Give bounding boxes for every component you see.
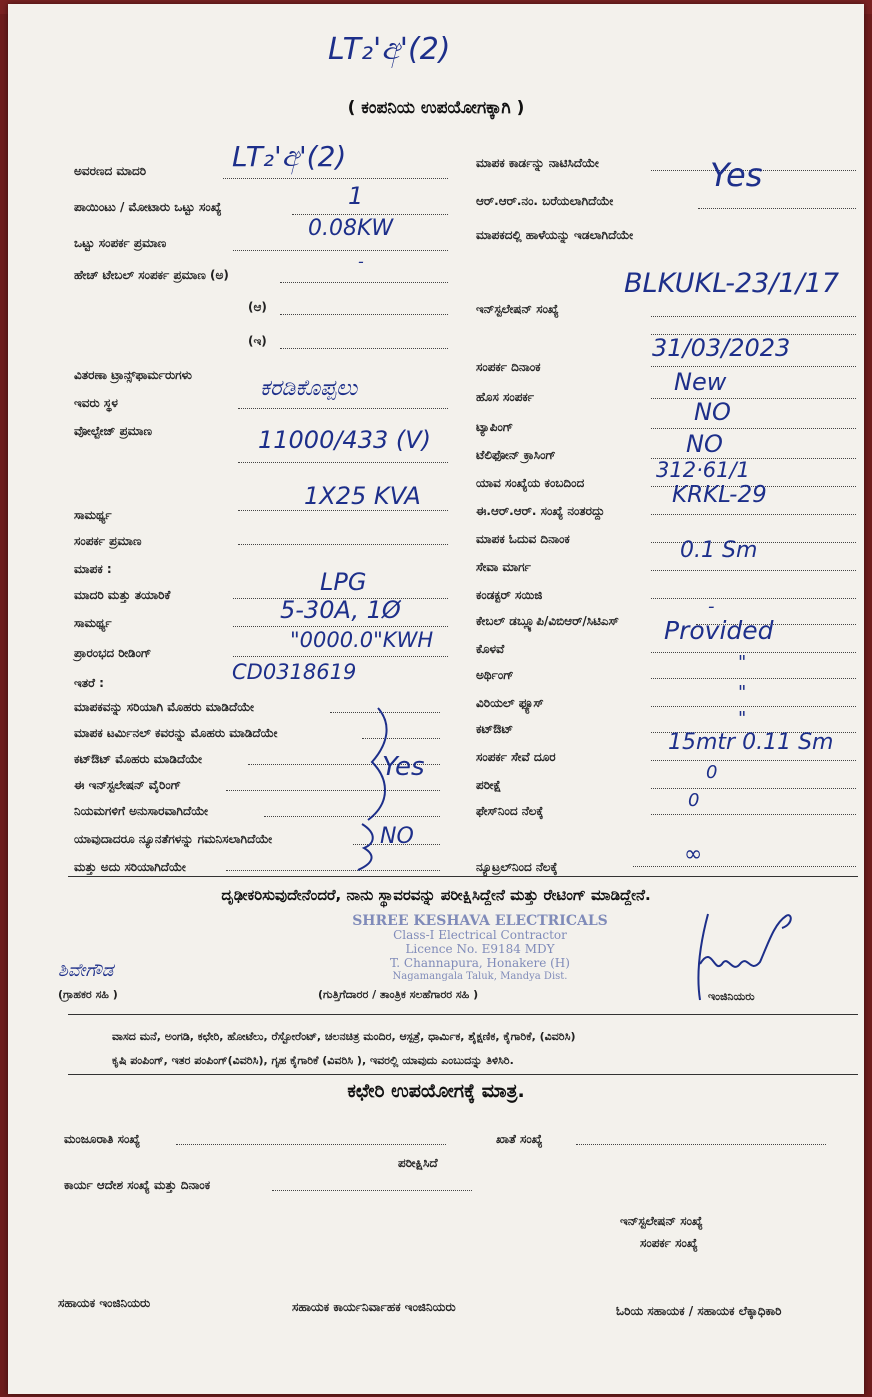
label-meter: ಮಾಪಕ :	[74, 562, 112, 576]
label-checked: ಪರೀಕ್ಷಿಸಿದೆ	[398, 1156, 438, 1170]
label-sanction-no: ಮಂಜೂರಾತಿ ಸಂಖ್ಯೆ	[64, 1132, 141, 1146]
line-tapping	[651, 428, 856, 429]
label-asst-exec-engineer: ಸಹಾಯಕ ಕಾರ್ಯನಿರ್ವಾಹಕ ಇಂಜಿನಿಯರು	[292, 1300, 456, 1314]
label-make: ಮಾದರಿ ಮತ್ತು ತಯಾರಿಕೆ	[74, 588, 171, 602]
purpose-line-2: ಕೃಷಿ ಪಂಪಿಂಗ್, ಇತರ ಪಂಪಿಂಗ್(ವಿವರಿಸಿ), ಗೃಹ ಕೈಗಾರಿಕೆ (ವಿವರಿಸಿ ), ಇವರಲ್ಲಿ ಯಾವುದು ಎಂಬುದನ್ನು ತಿಳಿಸಿರಿ.	[112, 1054, 514, 1067]
label-meter-sheet: ಮಾಪಕದಲ್ಲಿ ಹಾಳೆಯನ್ನು ಇಡಲಾಗಿದೆಯೇ	[476, 228, 634, 242]
value-conduit: Provided	[664, 616, 774, 645]
label-transformer: ವಿತರಣಾ ಟ್ರಾನ್ಸ್‌ಫಾರ್ಮರುಗಳು	[74, 368, 192, 382]
value-installation-no: BLKUKL-23/1/17	[624, 268, 840, 299]
stamp-line-3: T. Channapura, Honakere (H)	[390, 956, 570, 970]
checklist-brace-no	[352, 822, 382, 872]
label-hp-load-a: ಹೇಚ್ ಟೇಬಲ್ ಸಂಪರ್ಕ ಪ್ರಮಾಣ (ಅ)	[74, 268, 229, 282]
checklist-item-4: ಈ ಇನ್‌ಸ್ಟಲೇಷನ್ ವೈರಿಂಗ್	[74, 778, 182, 792]
label-earthing: ಅರ್ಥಿಂಗ್	[476, 668, 514, 682]
line-location	[238, 408, 448, 409]
line-installation-no	[651, 316, 856, 317]
value-premises-type: LT₂'අ'(2)	[232, 140, 347, 173]
label-main-fuse: ವಿರಿಯಲ್ ಫ್ಯೂಸ್	[476, 696, 544, 710]
label-asst-engineer: ಸಹಾಯಕ ಇಂಜಿನಿಯರು	[58, 1296, 151, 1310]
value-earthing: "	[738, 652, 747, 673]
label-accounts-officer: ಓರಿಯ ಸಹಾಯಕ / ಸಹಾಯಕ ಲೆಕ್ಕಾಧಿಕಾರಿ	[616, 1304, 782, 1318]
value-capacity: 1X25 KVA	[304, 482, 421, 510]
form-sheet	[8, 4, 864, 1394]
line-hp-load-b	[280, 314, 448, 315]
line-initial-reading	[233, 656, 448, 657]
line-hp-load-a	[280, 282, 448, 283]
label-rr-written: ಆರ್.ಆರ್.ನಂ. ಬರೆಯಲಾಗಿದೆಯೇ	[476, 194, 614, 208]
checklist-answer-no: NO	[380, 824, 414, 849]
checklist-item-7: ಮತ್ತು ಅದು ಸರಿಯಾಗಿದೆಯೇ	[74, 860, 186, 874]
line-account-no	[576, 1144, 826, 1145]
label-capacity: ಸಾಮರ್ಥ್ಯ	[74, 508, 112, 522]
stamp-name: SHREE KESHAVA ELECTRICALS	[352, 913, 608, 929]
value-pole-number: 312·61/1	[656, 458, 750, 482]
label-conduit: ಕೊಳವೆ	[476, 642, 505, 656]
label-work-order: ಕಾರ್ಯ ಆದೇಶ ಸಂಖ್ಯೆ ಮತ್ತು ದಿನಾಂಕ	[64, 1178, 211, 1192]
label-total-load: ಒಟ್ಟು ಸಂಪರ್ಕ ಪ್ರಮಾಣ	[74, 236, 167, 250]
label-reading-date: ಮಾಪಕ ಓದುವ ದಿನಾಂಕ	[476, 532, 570, 546]
value-service-line: 0.1 Sm	[680, 538, 758, 563]
divider-3	[68, 1074, 858, 1075]
stamp-line-2: Licence No. E9184 MDY	[405, 942, 555, 956]
value-main-fuse: "	[738, 682, 747, 703]
value-others: CD0318619	[232, 660, 357, 684]
contractor-signature-label: (ಗುತ್ತಿಗೆದಾರರ / ತಾಂತ್ರಿಕ ಸಲಹೆಗಾರರ ಸಹಿ )	[318, 988, 479, 1001]
label-service-line: ಸೇವಾ ಮಾರ್ಗ	[476, 560, 531, 574]
contractor-stamp	[340, 914, 620, 984]
value-neutral-earth: ∞	[684, 842, 703, 867]
label-new-connection: ಹೊಸ ಸಂಪರ್ಕ	[476, 390, 534, 404]
label-installation-no: ಇನ್‌ಸ್ಟಲೇಷನ್ ಸಂಖ್ಯೆ	[476, 302, 559, 316]
line-hp-load-c	[280, 348, 448, 349]
engineer-signature	[678, 904, 798, 1004]
line-meter-capacity	[233, 626, 448, 627]
value-voltage: 11000/433 (V)	[258, 426, 432, 454]
label-cutout: ಕಟ್‌ಔಟ್	[476, 722, 514, 736]
value-initial-reading: "0000.0"KWH	[290, 628, 434, 652]
form-title: ( ಕಂಪನಿಯ ಉಪಯೋಗಕ್ಕಾಗಿ )	[347, 98, 525, 118]
value-make: LPG	[320, 568, 367, 596]
line-connection-date	[651, 366, 856, 367]
label-connection-load: ಸಂಪರ್ಕ ಪ್ರಮಾಣ	[74, 534, 142, 548]
value-points-total: 1	[348, 182, 364, 210]
label-meter-capacity: ಸಾಮರ್ಥ್ಯ	[74, 616, 112, 630]
label-hp-load-c: (ಇ)	[248, 334, 267, 348]
value-test: 0	[706, 762, 718, 783]
label-voltage: ವೋಲ್ಟೇಜ್ ಪ್ರಮಾಣ	[74, 424, 152, 438]
label-cable-type: ಕೇಬಲ್ ಡಬ್ಲ್ಯೂಪಿ/ವಿಬಿಆರ್/ಸಿಟಿಎಸ್	[476, 614, 619, 628]
label-others: ಇತರೆ :	[74, 676, 104, 690]
label-premises-type: ಅವರಣದ ಮಾದರಿ	[74, 164, 147, 178]
line-previous-rr	[651, 514, 856, 515]
line-earthing	[651, 678, 856, 679]
checklist-line-4	[226, 790, 440, 791]
line-new-connection	[651, 398, 856, 399]
checklist-item-5: ನಿಯಮಗಳಿಗೆ ಅನುಸಾರವಾಗಿದೆಯೇ	[74, 804, 208, 818]
checklist-line-7	[226, 870, 440, 871]
label-tapping: ಟ್ಯಾಪಿಂಗ್	[476, 420, 514, 434]
line-points-total	[292, 214, 448, 215]
checklist-line-5	[264, 816, 440, 817]
checklist-item-3: ಕಟ್‌ಔಟ್ ಮೊಹರು ಮಾಡಿದೆಯೇ	[74, 752, 202, 766]
value-location: ಕರಡಿಕೊಪ್ಪಲು	[260, 376, 358, 401]
label-meter-card: ಮಾಪಕ ಕಾರ್ಡನ್ನು ನಾಟಿಸಿದೆಯೇ	[476, 156, 599, 170]
checklist-item-2: ಮಾಪಕ ಟರ್ಮಿನಲ್ ಕವರನ್ನು ಮೊಹರು ಮಾಡಿದೆಯೇ	[74, 726, 278, 740]
office-use-title: ಕಛೇರಿ ಉಪಯೋಗಕ್ಕೆ ಮಾತ್ರ.	[347, 1080, 525, 1102]
header-handwritten: LT₂'අ'(2)	[328, 32, 451, 67]
value-new-connection: New	[674, 368, 727, 396]
label-hp-load-b: (ಆ)	[248, 300, 267, 314]
line-rr-written	[698, 208, 856, 209]
line-conduit	[651, 652, 856, 653]
value-telephone-crossing: NO	[686, 430, 723, 458]
value-service-distance: 15mtr 0.11 Sm	[668, 730, 834, 755]
value-cable-type: -	[708, 596, 715, 617]
label-phase-earth: ಫೇಸ್‌ನಿಂದ ನೆಲಕ್ಕೆ	[476, 804, 544, 818]
divider-2	[68, 1014, 858, 1015]
value-connection-date: 31/03/2023	[652, 334, 791, 362]
label-service-distance: ಸಂಪರ್ಕ ಸೇವೆ ದೂರ	[476, 750, 556, 764]
purpose-line-1: ವಾಸದ ಮನೆ, ಅಂಗಡಿ, ಕಛೇರಿ, ಹೋಟೆಲು, ರೆಸ್ಟೋರೆಂಟ್, ಚಲನಚಿತ್ರ ಮಂದಿರ, ಆಸ್ಪತ್ರೆ, ಧಾರ್ಮಿಕ, ಶೈಕ್ಷಣಿಕ, ಕೈಗಾರಿಕೆ, (ವಿವರಿಸಿ)	[112, 1030, 576, 1043]
line-service-distance	[651, 760, 856, 761]
label-office-connection-no: ಸಂಪರ್ಕ ಸಂಖ್ಯೆ	[640, 1236, 698, 1250]
label-conductor-size: ಕಂಡಕ್ಟರ್ ಸಯಿಜಿ	[476, 588, 543, 602]
line-capacity	[238, 510, 448, 511]
label-telephone-crossing: ಟೆಲಿಫೋನ್ ಕ್ರಾಸಿಂಗ್	[476, 448, 556, 462]
stamp-line-1: Class-I Electrical Contractor	[393, 928, 567, 942]
value-phase-earth: 0	[688, 790, 700, 811]
label-previous-rr: ಈ.ಆರ್.ಆರ್. ಸಂಖ್ಯೆ ನಂತರದ್ದು	[476, 504, 605, 518]
value-cutout: "	[738, 708, 747, 729]
customer-signature: ಶಿವೇಗೌಡ	[58, 960, 114, 981]
line-main-fuse	[651, 706, 856, 707]
label-location: ಇವರು ಸ್ಥಳ	[74, 396, 118, 410]
line-voltage	[238, 462, 448, 463]
line-test	[651, 788, 856, 789]
divider-1	[68, 876, 858, 877]
line-service-line	[651, 570, 856, 571]
label-test: ಪರೀಕ್ಷೆ	[476, 778, 502, 792]
line-work-order	[272, 1190, 472, 1191]
label-initial-reading: ಪ್ರಾರಂಭದ ರೀಡಿಂಗ್	[74, 646, 152, 660]
value-rr-written: Yes	[710, 156, 763, 194]
value-meter-capacity: 5-30A, 1Ø	[280, 596, 401, 624]
value-hp-load-a: -	[358, 252, 364, 271]
label-account-no: ಖಾತೆ ಸಂಖ್ಯೆ	[496, 1132, 543, 1146]
line-sanction-no	[176, 1144, 446, 1145]
label-connection-date: ಸಂಪರ್ಕ ದಿನಾಂಕ	[476, 360, 541, 374]
label-office-installation-no: ಇನ್‌ಸ್ಟಲೇಷನ್ ಸಂಖ್ಯೆ	[620, 1214, 703, 1228]
stamp-line-4: Nagamangala Taluk, Mandya Dist.	[392, 971, 568, 982]
line-premises-type	[223, 178, 448, 179]
line-conductor-size	[651, 598, 856, 599]
certification-text: ದೃಢೀಕರಿಸುವುದೇನೆಂದರೆ, ನಾನು ಸ್ಥಾವರವನ್ನು ಪರೀಕ್ಷಿಸಿದ್ದೇನೆ ಮತ್ತು ರೇಟಿಂಗ್ ಮಾಡಿದ್ದೇನೆ.	[221, 886, 651, 904]
checklist-answer-yes: Yes	[382, 752, 425, 782]
checklist-item-1: ಮಾಪಕವನ್ನು ಸರಿಯಾಗಿ ಮೊಹರು ಮಾಡಿದೆಯೇ	[74, 700, 254, 714]
line-connection-load	[238, 544, 448, 545]
line-phase-earth	[651, 814, 856, 815]
customer-signature-label: (ಗ್ರಾಹಕರ ಸಹಿ )	[58, 988, 118, 1001]
engineer-signature-label: ಇಂಜಿನಿಯರು	[708, 990, 755, 1003]
label-neutral-earth: ನ್ಯೂಟ್ರಲ್‌ನಿಂದ ನೆಲಕ್ಕೆ	[476, 860, 558, 874]
label-pole-number: ಯಾವ ಸಂಖ್ಯೆಯ ಕಂಬದಿಂದ	[476, 476, 585, 490]
value-tapping: NO	[694, 398, 731, 426]
line-total-load	[233, 250, 448, 251]
value-previous-rr: KRKL-29	[672, 482, 767, 508]
value-total-load: 0.08KW	[308, 216, 394, 241]
line-neutral-earth	[633, 866, 856, 867]
label-points-total: ಪಾಯಿಂಟು / ಮೋಟಾರು ಒಟ್ಟು ಸಂಖ್ಯೆ	[74, 200, 222, 214]
checklist-item-6: ಯಾವುದಾದರೂ ನ್ಯೂನತೆಗಳನ್ನು ಗಮನಿಸಲಾಗಿದೆಯೇ	[74, 832, 273, 846]
